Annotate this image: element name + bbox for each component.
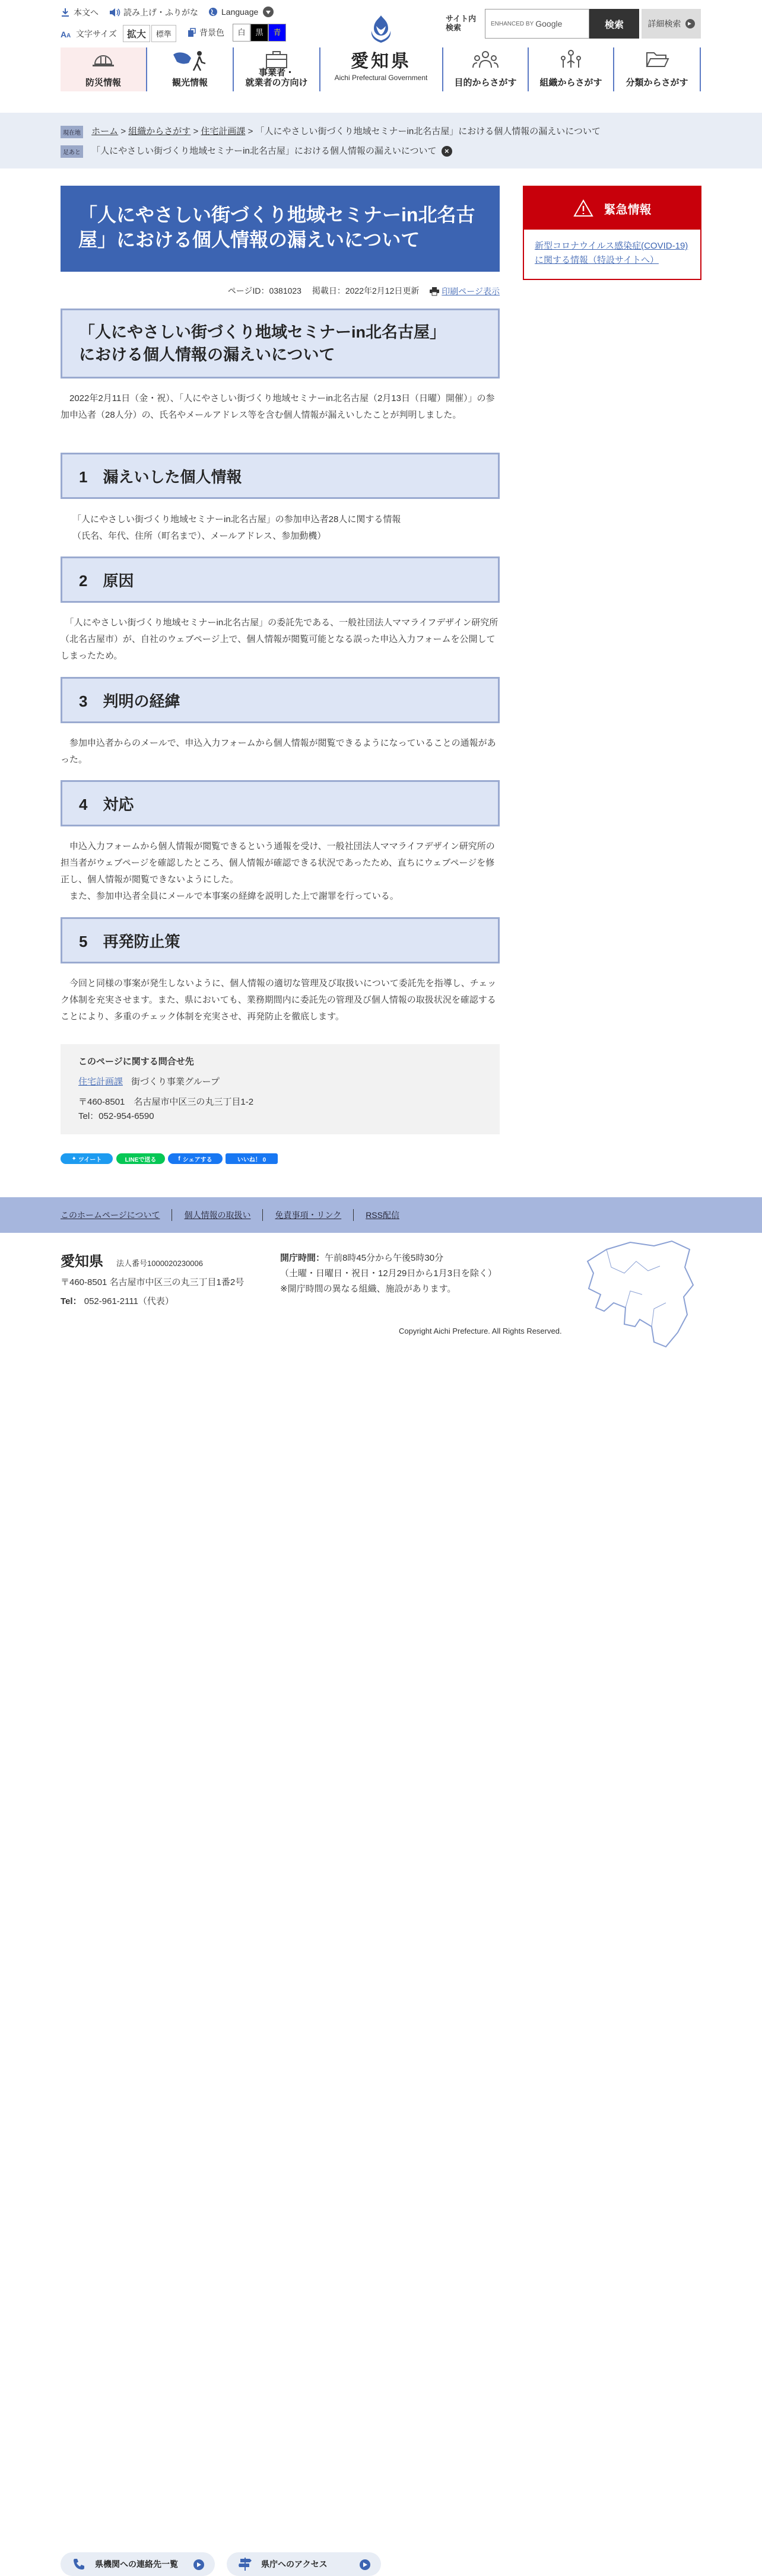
gnav-purpose[interactable] [443,47,528,91]
tourism-icon [172,50,208,71]
palette-icon [188,28,196,37]
posted-date: 掲載日：2022年2月12日更新 [312,286,420,295]
footer-hours-label: 開庁時間： [280,1253,325,1263]
page-meta [61,285,500,297]
copyright: Copyright Aichi Prefecture. All Rights Reserved. [399,1327,562,1335]
footer-hours-note1: （土曜・日曜日・祝日・12月29日から1月3日を除く） [280,1268,497,1279]
gnav-business[interactable] [234,47,319,91]
footer-tel: 052-961-2111（代表） [84,1296,174,1306]
footer-corp-number: 法人番号1000020230006 [116,1259,203,1268]
advanced-search-label: 詳細検索 [647,19,681,28]
gnav-organization[interactable] [529,47,613,91]
share-label: シェアする [182,1156,212,1163]
emergency-body [524,230,700,277]
people-icon [472,50,499,69]
breadcrumb-current: 「人にやさしい街づくり地域セミナーin北名古屋」における個人情報の漏えいについて [255,126,601,136]
section-heading-2: 2 原因 [61,556,500,603]
signpost-icon [239,2557,252,2571]
font-size-control [61,25,176,42]
search-label-line1: サイト内 [446,14,477,23]
page-title: 「人にやさしい街づくり地域セミナーin北名古屋」における個人情報の漏えいについて [61,186,500,272]
history-row [61,144,452,158]
facebook-like-button[interactable] [226,1153,278,1164]
access-label: 県庁へのアクセス [261,2559,328,2569]
access-button[interactable] [227,2552,381,2576]
breadcrumb-org-link[interactable]: 組織からさがす [128,126,191,136]
bg-black-button[interactable]: 黒 [250,24,268,42]
chevron-down-icon [263,7,274,17]
main-heading-line2: における個人情報の漏えいについて [79,346,335,364]
contact-dept-row [78,1075,482,1089]
line-share-button[interactable] [116,1153,165,1164]
section-1-body [61,511,500,545]
printer-icon [430,287,439,295]
read-aloud-label: 読み上げ・ふりがな [123,8,198,17]
emergency-info-box [523,186,701,280]
facebook-share-button[interactable] [168,1153,223,1164]
skip-to-main-label: 本文へ [74,8,99,17]
page-id: ページID：0381023 [227,286,301,295]
line-label: LINEで送る [125,1156,157,1163]
facebook-icon: f [178,1155,180,1162]
section-3-body: 参加申込者からのメールで、申込入力フォームから個人情報が閲覧できるようになっていることの通報があった。 [61,738,496,765]
section-heading-4: 4 対応 [61,780,500,826]
breadcrumb-dept-link[interactable]: 住宅計画課 [201,126,246,136]
contact-address: 〒460-8501 名古屋市中区三の丸三丁目1-2 [78,1097,254,1107]
main-heading-line1: 「人にやさしい街づくり地域セミナーin北名古屋」 [79,323,446,341]
arrow-right-icon [360,2559,370,2570]
intro-paragraph: 2022年2月11日（金・祝）、「人にやさしい街づくり地域セミナーin北名古屋（2月13日（日曜）開催）」の参加申込者（28人分）の、氏名やメールアドレス等を含む個人情報が漏えいしたことが判明しました。 [61,393,495,420]
search-input[interactable] [485,9,589,39]
prefecture-emblem-icon [368,14,394,44]
folder-icon [645,50,669,69]
bg-color-label: 背景色 [199,28,224,37]
phone-icon [72,2558,85,2571]
footer-tel-label: Tel： [61,1296,82,1306]
font-size-label: 文字サイズ [76,28,117,39]
footer-hours-value: 午前8時45分から午後5時30分 [325,1253,444,1263]
search-label-line2: 検索 [446,23,462,32]
logo-english: Aichi Prefectural Government [334,74,428,82]
gnav-disaster-label: 防災情報 [85,78,121,88]
tweet-label: ツイート [78,1156,102,1163]
section-4-para1: 申込入力フォームから個人情報が閲覧できるという通報を受け、一般社団法人ママライフデザイン研究所の担当者がウェブページを確認したところ、個人情報が確認できる状況であったため、直ちにウェブページを修正し、個人情報が閲覧できないようにした。 [61,841,495,885]
contact-list-label: 県機関への連絡先一覧 [95,2559,178,2569]
logo-japanese: 愛知県 [351,51,411,72]
section-heading-3: 3 判明の経緯 [61,677,500,723]
language-dropdown[interactable] [208,7,274,17]
search-enhanced-text: ENHANCED BY [491,20,534,27]
search-button[interactable]: 検索 [589,9,639,39]
gnav-category[interactable] [614,47,700,91]
gnav-business-label-2: 就業者の方向け [245,78,308,88]
breadcrumb-current-row [61,125,601,138]
footer-tel-row [61,1295,174,1307]
language-label: Language [221,7,259,17]
footer-nav [0,1197,762,1233]
breadcrumb-separator: > [247,126,253,136]
history-tag: 足あと [61,145,83,158]
contact-dept-link[interactable]: 住宅計画課 [78,1077,123,1087]
covid-info-link[interactable]: 新型コロナウイルス感染症(COVID-19)に関する情報（特設サイトへ） [535,241,688,265]
section-4-body [61,838,500,905]
font-size-icon [61,29,72,39]
section-4-para2: また、参加申込者全員にメールで本事案の経緯を説明した上で謝罪を行っている。 [61,891,399,901]
emergency-header [524,187,700,230]
footer-link-rss[interactable]: RSS配信 [353,1209,411,1221]
tweet-button[interactable] [61,1153,113,1164]
print-link[interactable] [430,285,500,297]
read-aloud-link[interactable] [109,7,198,18]
footer-link-about[interactable]: このホームページについて [61,1210,160,1220]
globe-icon [208,7,218,17]
footer-hours [280,1251,497,1297]
gnav-tourism[interactable] [147,47,233,91]
contact-list-button[interactable] [61,2552,215,2576]
skip-to-main-link[interactable] [61,7,99,18]
aichi-map-icon [583,1238,701,1350]
footer-hours-row [280,1251,497,1266]
history-item-link[interactable]: 「人にやさしい街づくり地域セミナーin北名古屋」における個人情報の漏えいについて [91,146,437,156]
section-heading-1: 1 漏えいした個人情報 [61,453,500,499]
gnav-tourism-label: 観光情報 [172,78,208,88]
footer-link-privacy[interactable]: 個人情報の取扱い [172,1209,262,1221]
bg-color-control [188,24,286,42]
nav-divider [700,47,701,91]
site-search-label [446,14,476,32]
section-1-line2: （氏名、年代、住所（町名まで）、メールアドレス、参加動機） [72,531,326,541]
site-logo[interactable] [326,14,436,82]
warning-icon [573,199,593,217]
gnav-disaster[interactable] [61,47,146,91]
gnav-category-label: 分類からさがす [626,78,688,88]
section-5-body: 今回と同様の事案が発生しないように、個人情報の適切な管理及び取扱いについて委託先を指導し、チェック体制を充実させます。また、県においても、業務期間内に委託先の管理及び個人情報の取扱状況を確認することにより、多重のチェック体制を充実させ、再発防止を徹底します。 [61,978,497,1022]
footer-hours-note2: ※開庁時間の異なる組織、施設があります。 [280,1284,456,1294]
breadcrumb-separator: > [120,126,126,136]
footer-address: 〒460-8501 名古屋市中区三の丸三丁目1番2号 [61,1277,245,1287]
footer-link-disclaimer[interactable]: 免責事項・リンク [262,1209,353,1221]
bird-icon: ✦ [71,1155,77,1162]
section-1-line1: 「人にやさしい街づくり地域セミナーin北名古屋」の参加申込者28人に関する情報 [72,514,401,524]
close-icon[interactable]: × [442,146,452,157]
site-header [0,0,762,113]
search-google-text: Google [535,19,563,28]
emergency-title: 緊急情報 [604,203,652,217]
site-footer [0,1233,762,2569]
footer-org-row [61,1249,203,1270]
like-label: いいね！ 0 [237,1156,266,1163]
footer-links [61,1209,411,1221]
bg-white-button[interactable]: 白 [233,24,250,42]
organization-icon [559,50,583,69]
breadcrumb [0,113,762,168]
contact-box [61,1044,500,1134]
footer-org-name: 愛知県 [61,1252,103,1270]
gnav-organization-label: 組織からさがす [539,78,602,88]
contact-group: 街づくり事業グループ [131,1077,220,1087]
svg-text:A: A [61,29,67,39]
section-heading-main [61,309,500,379]
arrow-right-icon [685,19,695,28]
gnav-business-label-1: 事業者・ [258,68,294,78]
contact-tel: Tel：052-954-6590 [78,1111,154,1121]
font-large-button[interactable]: 拡大 [123,25,150,42]
current-location-tag: 現在地 [61,126,83,138]
nav-divider [319,47,320,91]
svg-text:A: A [66,32,71,39]
contact-heading: このページに関する問合せ先 [78,1057,194,1067]
advanced-search-button[interactable] [642,9,701,39]
briefcase-icon [265,50,288,69]
gnav-purpose-label: 目的からさがす [454,78,517,88]
section-heading-5: 5 再発防止策 [61,917,500,963]
helmet-icon [91,50,115,69]
bg-blue-button[interactable]: 青 [268,24,286,42]
breadcrumb-separator: > [193,126,199,136]
breadcrumb-home-link[interactable]: ホーム [91,126,119,136]
download-arrow-icon [61,8,70,17]
arrow-right-icon [193,2559,204,2570]
font-normal-button[interactable]: 標準 [151,25,176,42]
section-2-body: 「人にやさしい街づくり地域セミナーin北名古屋」の委託先である、一般社団法人ママライフデザイン研究所（北名古屋市）が、自社のウェブページ上で、個人情報が閲覧可能となる誤った申込入力フォームを公開してしまったため。 [61,618,499,661]
speaker-icon [109,8,120,17]
print-label: 印刷ページ表示 [442,287,500,297]
